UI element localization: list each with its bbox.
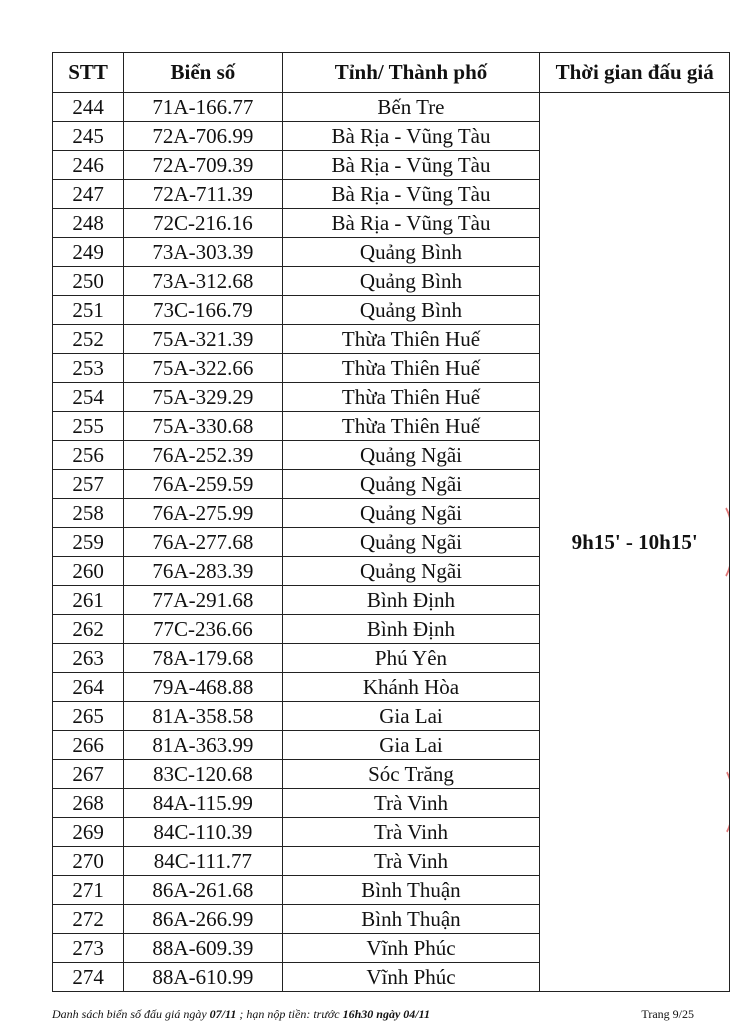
- footer-text-1: Danh sách biển số đấu giá ngày: [52, 1007, 210, 1021]
- stt-cell: 271: [53, 876, 124, 905]
- stt-cell: 248: [53, 209, 124, 238]
- plate-cell: 84A-115.99: [124, 789, 282, 818]
- stt-cell: 259: [53, 528, 124, 557]
- header-time: Thời gian đấu giá: [540, 53, 730, 93]
- stt-cell: 260: [53, 557, 124, 586]
- province-cell: Quảng Bình: [282, 296, 540, 325]
- province-cell: Bình Định: [282, 615, 540, 644]
- plate-cell: 72A-709.39: [124, 151, 282, 180]
- province-cell: Bà Rịa - Vũng Tàu: [282, 151, 540, 180]
- plate-cell: 76A-283.39: [124, 557, 282, 586]
- plate-cell: 81A-363.99: [124, 731, 282, 760]
- stt-cell: 274: [53, 963, 124, 992]
- stt-cell: 252: [53, 325, 124, 354]
- stt-cell: 251: [53, 296, 124, 325]
- plate-cell: 73A-312.68: [124, 267, 282, 296]
- plate-cell: 75A-322.66: [124, 354, 282, 383]
- plate-cell: 84C-111.77: [124, 847, 282, 876]
- plate-cell: 78A-179.68: [124, 644, 282, 673]
- stt-cell: 253: [53, 354, 124, 383]
- stt-cell: 272: [53, 905, 124, 934]
- plate-cell: 75A-330.68: [124, 412, 282, 441]
- plate-cell: 86A-266.99: [124, 905, 282, 934]
- province-cell: Vĩnh Phúc: [282, 934, 540, 963]
- plate-cell: 84C-110.39: [124, 818, 282, 847]
- plate-cell: 88A-609.39: [124, 934, 282, 963]
- stt-cell: 254: [53, 383, 124, 412]
- province-cell: Phú Yên: [282, 644, 540, 673]
- province-cell: Bà Rịa - Vũng Tàu: [282, 180, 540, 209]
- plate-cell: 86A-261.68: [124, 876, 282, 905]
- province-cell: Quảng Ngãi: [282, 528, 540, 557]
- footer-note: [52, 1007, 692, 1022]
- province-cell: Quảng Bình: [282, 267, 540, 296]
- stt-cell: 263: [53, 644, 124, 673]
- stt-cell: 256: [53, 441, 124, 470]
- stt-cell: 269: [53, 818, 124, 847]
- stt-cell: 246: [53, 151, 124, 180]
- plate-cell: 88A-610.99: [124, 963, 282, 992]
- plate-cell: 76A-259.59: [124, 470, 282, 499]
- footer-date: 07/11: [209, 1007, 237, 1021]
- province-cell: Gia Lai: [282, 702, 540, 731]
- footer-text-2: ; hạn nộp tiền: trước: [236, 1007, 343, 1021]
- plate-cell: 83C-120.68: [124, 760, 282, 789]
- plate-cell: 71A-166.77: [124, 93, 282, 122]
- province-cell: Thừa Thiên Huế: [282, 383, 540, 412]
- stt-cell: 264: [53, 673, 124, 702]
- stt-cell: 273: [53, 934, 124, 963]
- province-cell: Quảng Ngãi: [282, 499, 540, 528]
- header-stt: STT: [53, 53, 124, 93]
- province-cell: Quảng Bình: [282, 238, 540, 267]
- footer-deadline: 16h30 ngày 04/11: [342, 1007, 430, 1021]
- province-cell: Thừa Thiên Huế: [282, 325, 540, 354]
- province-cell: Bình Định: [282, 586, 540, 615]
- header-province: Tỉnh/ Thành phố: [282, 53, 540, 93]
- province-cell: Vĩnh Phúc: [282, 963, 540, 992]
- plate-cell: 75A-329.29: [124, 383, 282, 412]
- province-cell: Thừa Thiên Huế: [282, 412, 540, 441]
- table-body: [53, 93, 730, 992]
- plate-cell: 72A-706.99: [124, 122, 282, 151]
- province-cell: Quảng Ngãi: [282, 470, 540, 499]
- stt-cell: 258: [53, 499, 124, 528]
- plate-cell: 76A-275.99: [124, 499, 282, 528]
- stt-cell: 262: [53, 615, 124, 644]
- province-cell: Bình Thuận: [282, 905, 540, 934]
- province-cell: Sóc Trăng: [282, 760, 540, 789]
- province-cell: Trà Vinh: [282, 847, 540, 876]
- plate-cell: 77C-236.66: [124, 615, 282, 644]
- province-cell: Bến Tre: [282, 93, 540, 122]
- plate-cell: 76A-252.39: [124, 441, 282, 470]
- stt-cell: 244: [53, 93, 124, 122]
- plate-cell: 73A-303.39: [124, 238, 282, 267]
- stt-cell: 249: [53, 238, 124, 267]
- stt-cell: 250: [53, 267, 124, 296]
- province-cell: Gia Lai: [282, 731, 540, 760]
- province-cell: Khánh Hòa: [282, 673, 540, 702]
- plate-cell: 72C-216.16: [124, 209, 282, 238]
- province-cell: Quảng Ngãi: [282, 441, 540, 470]
- province-cell: Quảng Ngãi: [282, 557, 540, 586]
- province-cell: Trà Vinh: [282, 818, 540, 847]
- header-plate: Biển số: [124, 53, 282, 93]
- plate-cell: 76A-277.68: [124, 528, 282, 557]
- stt-cell: 268: [53, 789, 124, 818]
- auction-time-cell: 9h15' - 10h15': [540, 93, 730, 992]
- stt-cell: 245: [53, 122, 124, 151]
- page-number: Trang 9/25: [641, 1007, 694, 1021]
- stt-cell: 267: [53, 760, 124, 789]
- province-cell: Bình Thuận: [282, 876, 540, 905]
- stt-cell: 261: [53, 586, 124, 615]
- province-cell: Bà Rịa - Vũng Tàu: [282, 122, 540, 151]
- plate-cell: 79A-468.88: [124, 673, 282, 702]
- plate-cell: 77A-291.68: [124, 586, 282, 615]
- stt-cell: 265: [53, 702, 124, 731]
- province-cell: Thừa Thiên Huế: [282, 354, 540, 383]
- table-header-row: [53, 53, 730, 93]
- stt-cell: 257: [53, 470, 124, 499]
- plate-list-table: [52, 52, 730, 992]
- plate-cell: 75A-321.39: [124, 325, 282, 354]
- stt-cell: 255: [53, 412, 124, 441]
- plate-cell: 81A-358.58: [124, 702, 282, 731]
- plate-cell: 72A-711.39: [124, 180, 282, 209]
- province-cell: Trà Vinh: [282, 789, 540, 818]
- stt-cell: 266: [53, 731, 124, 760]
- plate-cell: 73C-166.79: [124, 296, 282, 325]
- stt-cell: 247: [53, 180, 124, 209]
- province-cell: Bà Rịa - Vũng Tàu: [282, 209, 540, 238]
- table-row: [53, 93, 730, 122]
- stt-cell: 270: [53, 847, 124, 876]
